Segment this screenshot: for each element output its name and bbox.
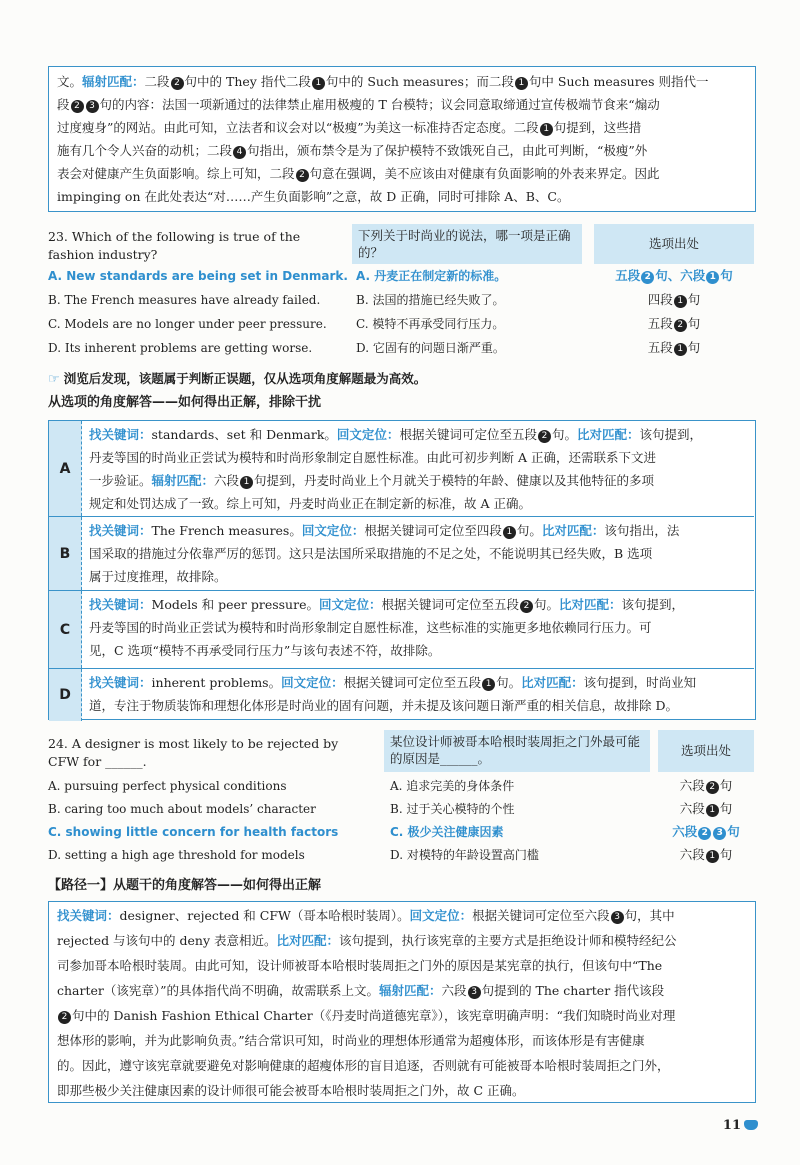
q23-note: [48, 369, 426, 390]
text-line: 施有几个令人兴奋的动机；二段 4 句指出，颁布禁令是为了保护模特不致饿死自己，由此可判断，“极瘦”外: [57, 143, 648, 158]
analysis-row-letter: B: [49, 517, 82, 590]
circled-number: 2: [641, 271, 654, 284]
q23-option-zh: A. 丹麦正在制定新的标准。: [356, 269, 507, 283]
q24-option-zh: A. 追求完美的身体条件: [390, 779, 515, 793]
q24-option-source: 六段 2 3 句: [672, 824, 740, 839]
analysis-row-text: [89, 423, 746, 515]
q24-analysis-text: [57, 903, 747, 1103]
q23-question-zh: 下列关于时尚业的说法，哪一项是正确的？: [352, 224, 582, 264]
circled-number: 1: [706, 271, 719, 284]
circled-number: 3: [611, 911, 624, 924]
circled-number: 2: [698, 827, 711, 840]
q24-option-en: A. pursuing perfect physical conditions: [48, 779, 287, 793]
q24-option-source: 六段 2 句: [679, 778, 733, 793]
text-line: 找关键词：The French measures。回文定位：根据关键词可定位至四段 1 句。比对匹配：该句指出，法: [89, 523, 680, 538]
text-line: 一步验证。辐射匹配：六段 1 句提到，丹麦时尚业上个月就关于模特的年龄、健康以及其他特征的多项: [89, 473, 655, 488]
circled-number: 1: [482, 678, 495, 691]
text-line: 过度瘦身”的网站。由此可知，立法者和议会对以“极瘦”为美这一标准持否定态度。二段 1 句提到，这些措: [57, 120, 642, 135]
q23-analysis-table: [48, 420, 756, 720]
circled-number: 2: [71, 100, 84, 113]
analysis-row-text: [89, 519, 746, 588]
circled-number: 4: [233, 146, 246, 159]
q23-subtitle: 从选项的角度解答——如何得出正解，排除干扰: [48, 395, 322, 410]
q23-question-en: 23. Which of the following is true of the fashion industry?: [48, 229, 301, 262]
q23-option-zh: C. 模特不再承受同行压力。: [356, 317, 505, 331]
text-line: 找关键词：Models 和 peer pressure。回文定位：根据关键词可定位至五段 2 句。比对匹配：该句提到，: [89, 597, 685, 612]
keyword-label: 找关键词：: [89, 597, 152, 612]
text-line: rejected 与该句中的 deny 表意相近。比对匹配：该句提到，执行该宪章的主要方式是拒绝设计师和模特经纪公: [57, 933, 677, 948]
text-line: charter（该宪章）”的具体指代尚不明确，故需联系上文。辐射匹配：六段 3 句提到的 The charter 指代该段: [57, 983, 665, 998]
keyword-label: 辐射匹配：: [151, 473, 215, 488]
keyword-label: 回文定位：: [301, 523, 365, 538]
q23-source-header: 选项出处: [594, 224, 754, 264]
analysis-row-letter: C: [49, 591, 82, 668]
keyword-label: 回文定位：: [318, 597, 382, 612]
q23-option-zh: B. 法国的措施已经失败了。: [356, 293, 505, 307]
circled-number: 1: [312, 77, 325, 90]
text-line: 规定和处罚达成了一致。综上可知，丹麦时尚业正在制定新的标准，故 A 正确。: [89, 496, 531, 511]
circled-number: 1: [674, 295, 687, 308]
q23-note-text: 浏览后发现，该题属于判断正误题，仅从选项角度解题最为高效。: [63, 371, 427, 386]
text-line: 找关键词：designer、rejected 和 CFW（哥本哈根时装周）。回文定位：根据关键词可定位至六段 3 句，其中: [57, 908, 675, 923]
keyword-label: 回文定位：: [409, 908, 473, 923]
text-line: 表会对健康产生负面影响。综上可知，二段 2 句意在强调，美不应该由对健康有负面影响的外表来界定。因此: [57, 166, 660, 181]
text-line: 找关键词：inherent problems。回文定位：根据关键词可定位至五段 1 句。比对匹配：该句提到，时尚业知: [89, 675, 697, 690]
text-line: 找关键词：standards、set 和 Denmark。回文定位：根据关键词可定位至五段 2 句。比对匹配：该句提到，: [89, 427, 702, 442]
circled-number: 1: [240, 476, 253, 489]
q24-path-title: 【路径一】从题干的角度解答——如何得出正解: [48, 878, 322, 893]
keyword-label: 比对匹配：: [521, 675, 584, 690]
q24-option-zh: D. 对模特的年龄设置高门槛: [390, 848, 539, 862]
keyword-label: 找关键词：: [89, 427, 152, 442]
keyword-label: 辐射匹配：: [379, 983, 442, 998]
top-analysis-box: [48, 66, 756, 212]
circled-number: 2: [58, 1011, 71, 1024]
circled-number: 1: [515, 77, 528, 90]
q23-option-en: B. The French measures have already failed.: [48, 293, 321, 307]
analysis-row-text: [89, 671, 746, 717]
analysis-row-text: [89, 593, 746, 662]
page-number: [723, 1118, 758, 1133]
text-line: 想体形的影响，并为此影响负责。”结合常识可知，时尚业的理想体形通常为超瘦体形，而该体形是有害健康: [57, 1033, 645, 1048]
keyword-label: 辐射匹配：: [82, 74, 145, 89]
circled-number: 2: [674, 319, 687, 332]
analysis-row-c: [49, 591, 754, 669]
q24-option-zh: C. 极少关注健康因素: [390, 825, 504, 839]
q24-question-en: 24. A designer is most likely to be rejected by CFW for ______.: [48, 736, 339, 769]
q23-option-en: D. Its inherent problems are getting worse.: [48, 341, 313, 355]
circled-number: 3: [468, 986, 481, 999]
text-line: 司参加哥本哈根时装周。由此可知，设计师被哥本哈根时装周拒之门外的原因是某宪章的执行，但该句中“The: [57, 958, 663, 973]
circled-number: 3: [86, 100, 99, 113]
text-line: 道，专注于物质装饰和理想化体形是时尚业的固有问题，并未提及该问题日渐严重的相关信息，故排除 D。: [89, 698, 678, 713]
text-line: impinging on 在此处表达“对……产生负面影响”之意，故 D 正确，同时可排除 A、B、C。: [57, 189, 570, 204]
q24-option-en: C. showing little concern for health factors: [48, 825, 339, 839]
text-line: 国采取的措施过分依靠严厉的惩罚。这只是法国所采取措施的不足之处，不能说明其已经失败，B 选项: [89, 546, 653, 561]
q23-option-source: 五段 2 句、六段 1 句: [615, 268, 733, 283]
text-line: 丹麦等国的时尚业正尝试为模特和时尚形象制定自愿性标准，这些标准的实施更多地依赖同行压力。可: [89, 620, 652, 635]
text-line: 即那些极少关注健康因素的设计师很可能会被哥本哈根时装周拒之门外，故 C 正确。: [57, 1083, 525, 1098]
q24-source-header: 选项出处: [658, 730, 754, 772]
circled-number: 1: [706, 850, 719, 863]
q24-question-zh: 某位设计师被哥本哈根时装周拒之门外最可能的原因是______。: [384, 730, 650, 772]
analysis-row-a: [49, 421, 754, 517]
keyword-label: 比对匹配：: [559, 597, 622, 612]
q24-analysis-box: [48, 901, 756, 1103]
pointing-hand-icon: ☞: [48, 372, 60, 387]
circled-number: 1: [540, 123, 553, 136]
circled-number: 2: [706, 781, 719, 794]
analysis-row-letter: D: [49, 669, 82, 721]
circled-number: 2: [171, 77, 184, 90]
keyword-label: 找关键词：: [89, 675, 152, 690]
q24-option-source: 六段 1 句: [679, 801, 733, 816]
text-line: 属于过度推理，故排除。: [89, 569, 227, 584]
top-analysis-text: [57, 70, 747, 208]
q24-option-en: D. setting a high age threshold for models: [48, 848, 305, 862]
graduation-cap-icon: [744, 1120, 758, 1130]
circled-number: 2: [296, 169, 309, 182]
q24-option-source: 六段 1 句: [679, 847, 733, 862]
keyword-label: 回文定位：: [281, 675, 344, 690]
circled-number: 1: [674, 343, 687, 356]
keyword-label: 比对匹配：: [276, 933, 340, 948]
text-line: 2 句中的 Danish Fashion Ethical Charter（《丹麦时尚道德宪章》），该宪章明确声明：“我们知晓时尚业对理: [57, 1003, 747, 1028]
text-line: 文。辐射匹配：二段 2 句中的 They 指代二段 1 句中的 Such measures；而二段 1 句中 Such measures 则指代一: [57, 74, 709, 89]
q23-option-source: 五段 1 句: [647, 340, 701, 355]
q24-option-en: B. caring too much about models’ character: [48, 802, 316, 816]
circled-number: 1: [706, 804, 719, 817]
keyword-label: 找关键词：: [89, 523, 152, 538]
q23-option-en: C. Models are no longer under peer pressure.: [48, 317, 327, 331]
text-line: 段 2 3 句的内容：法国一项新通过的法律禁止雇用极瘦的 T 台模特；议会同意取缔通过宣传极端节食来“煽动: [57, 97, 660, 112]
circled-number: 2: [538, 430, 551, 443]
q23-option-source: 四段 1 句: [647, 292, 701, 307]
text-line: 丹麦等国的时尚业正尝试为模特和时尚形象制定自愿性标准。由此可初步判断 A 正确，还需联系下文进: [89, 450, 656, 465]
text-line: 见，C 选项“模特不再承受同行压力”与该句表述不符，故排除。: [89, 643, 441, 658]
q23-option-zh: D. 它固有的问题日渐严重。: [356, 341, 505, 355]
analysis-row-b: [49, 517, 754, 591]
circled-number: 1: [503, 526, 516, 539]
keyword-label: 比对匹配：: [576, 427, 640, 442]
circled-number: 2: [520, 600, 533, 613]
q23-option-en: A. New standards are being set in Denmark.: [48, 269, 348, 283]
keyword-label: 找关键词：: [57, 908, 120, 923]
keyword-label: 比对匹配：: [541, 523, 605, 538]
page-number-text: 11: [722, 1118, 741, 1133]
text-line: 的。因此，遵守该宪章就要避免对影响健康的超瘦体形的盲目追逐，否则就有可能被哥本哈根时装周拒之门外，: [57, 1058, 670, 1073]
analysis-row-d: [49, 669, 754, 721]
q23-option-source: 五段 2 句: [647, 316, 701, 331]
q24-option-zh: B. 过于关心模特的个性: [390, 802, 515, 816]
circled-number: 3: [713, 827, 726, 840]
keyword-label: 回文定位：: [336, 427, 400, 442]
analysis-row-letter: A: [49, 421, 82, 516]
